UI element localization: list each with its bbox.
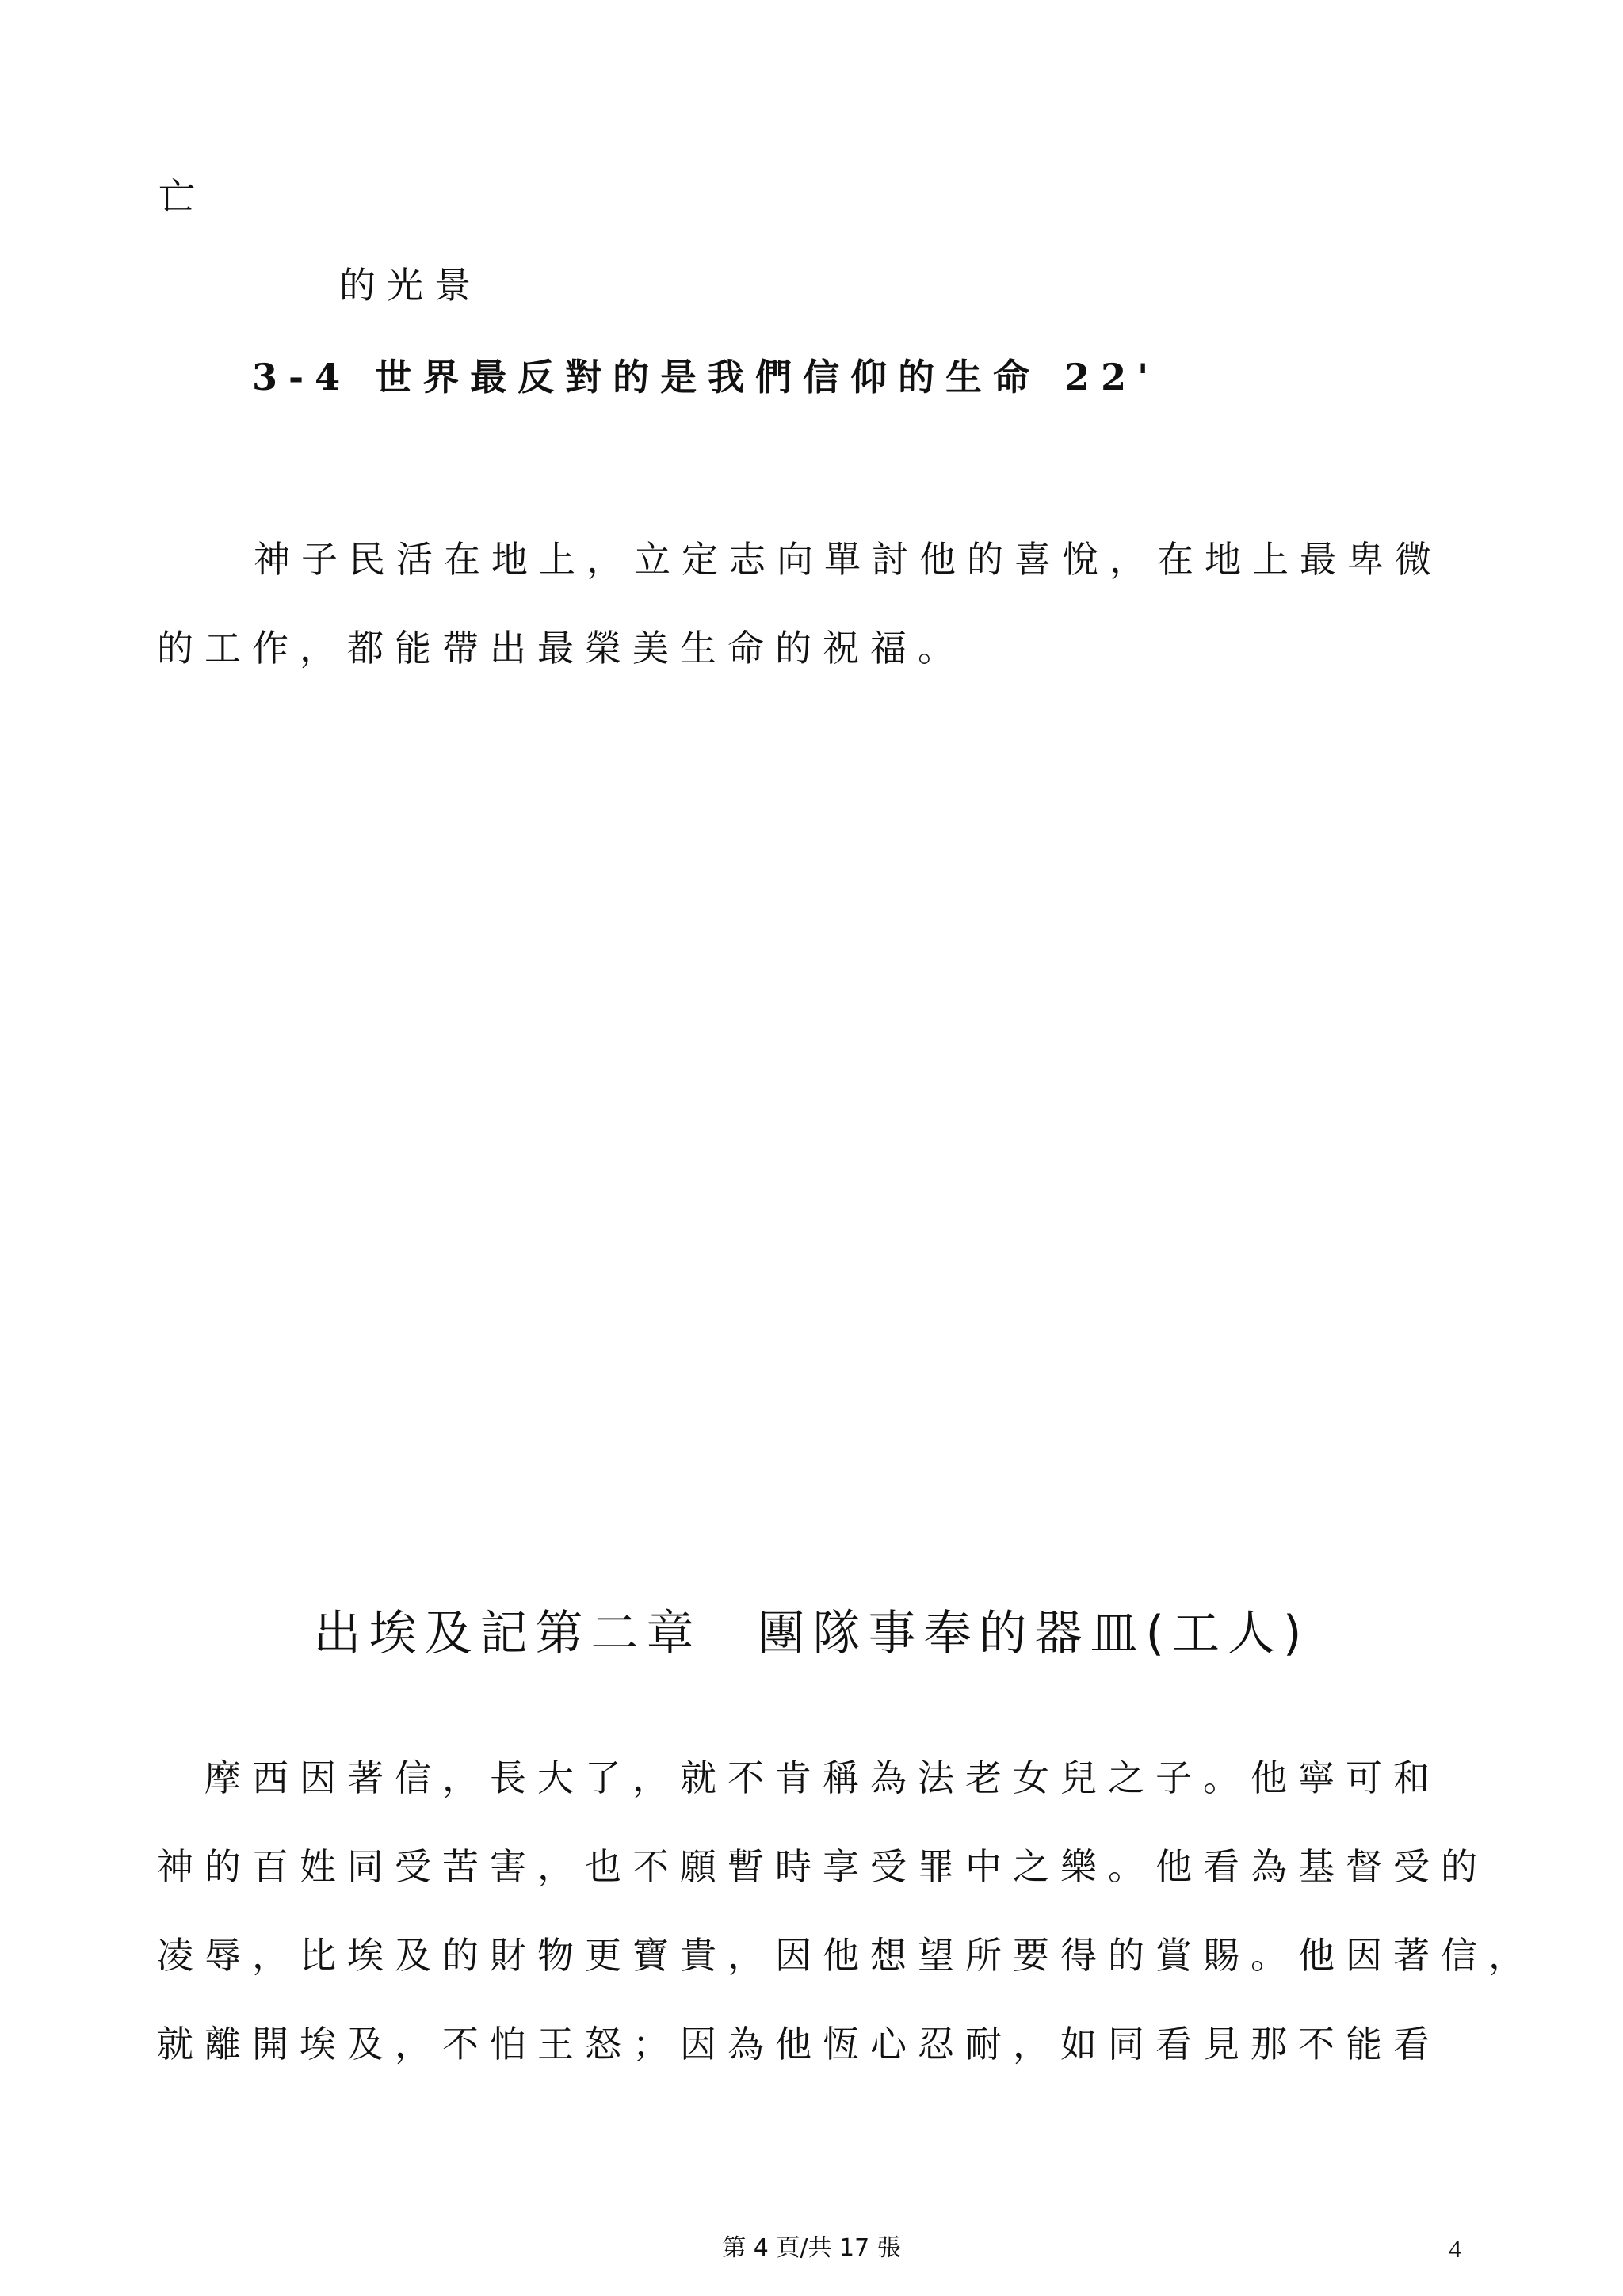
section-heading-text: 世界最反對的是我們信仰的生命 [351, 356, 1065, 399]
paragraph1-line-2: 的工作，都能帶出最榮美生命的祝福。 [157, 627, 965, 669]
paragraph2-line-1: 摩西因著信，長大了，就不肯稱為法老女兒之子。他寧可和 [204, 1756, 1441, 1799]
paragraph1-line-1: 神子民活在地上，立定志向單討他的喜悅，在地上最卑微 [254, 538, 1442, 581]
chapter-title: 出埃及記第二章 團隊事奉的器皿(工人) [313, 1606, 1310, 1661]
text-line-top-1: 亡 [158, 175, 206, 218]
paragraph2-line-2: 神的百姓同受苦害，也不願暫時享受罪中之樂。他看為基督受的 [157, 1845, 1488, 1888]
paragraph2-line-4: 就離開埃及，不怕王怒；因為他恆心忍耐，如同看見那不能看 [157, 2023, 1441, 2065]
section-number: 3-4 [252, 356, 352, 399]
section-heading-suffix: 22' [1064, 356, 1160, 399]
page-number: 4 [1449, 2234, 1461, 2263]
page-counter: 第 4 頁/共 17 張 [722, 2234, 901, 2262]
section-heading [252, 353, 1159, 401]
text-line-top-2: 的光景 [339, 264, 482, 307]
paragraph2-line-3: 凌辱，比埃及的財物更寶貴，因他想望所要得的賞賜。他因著信， [157, 1934, 1536, 1977]
